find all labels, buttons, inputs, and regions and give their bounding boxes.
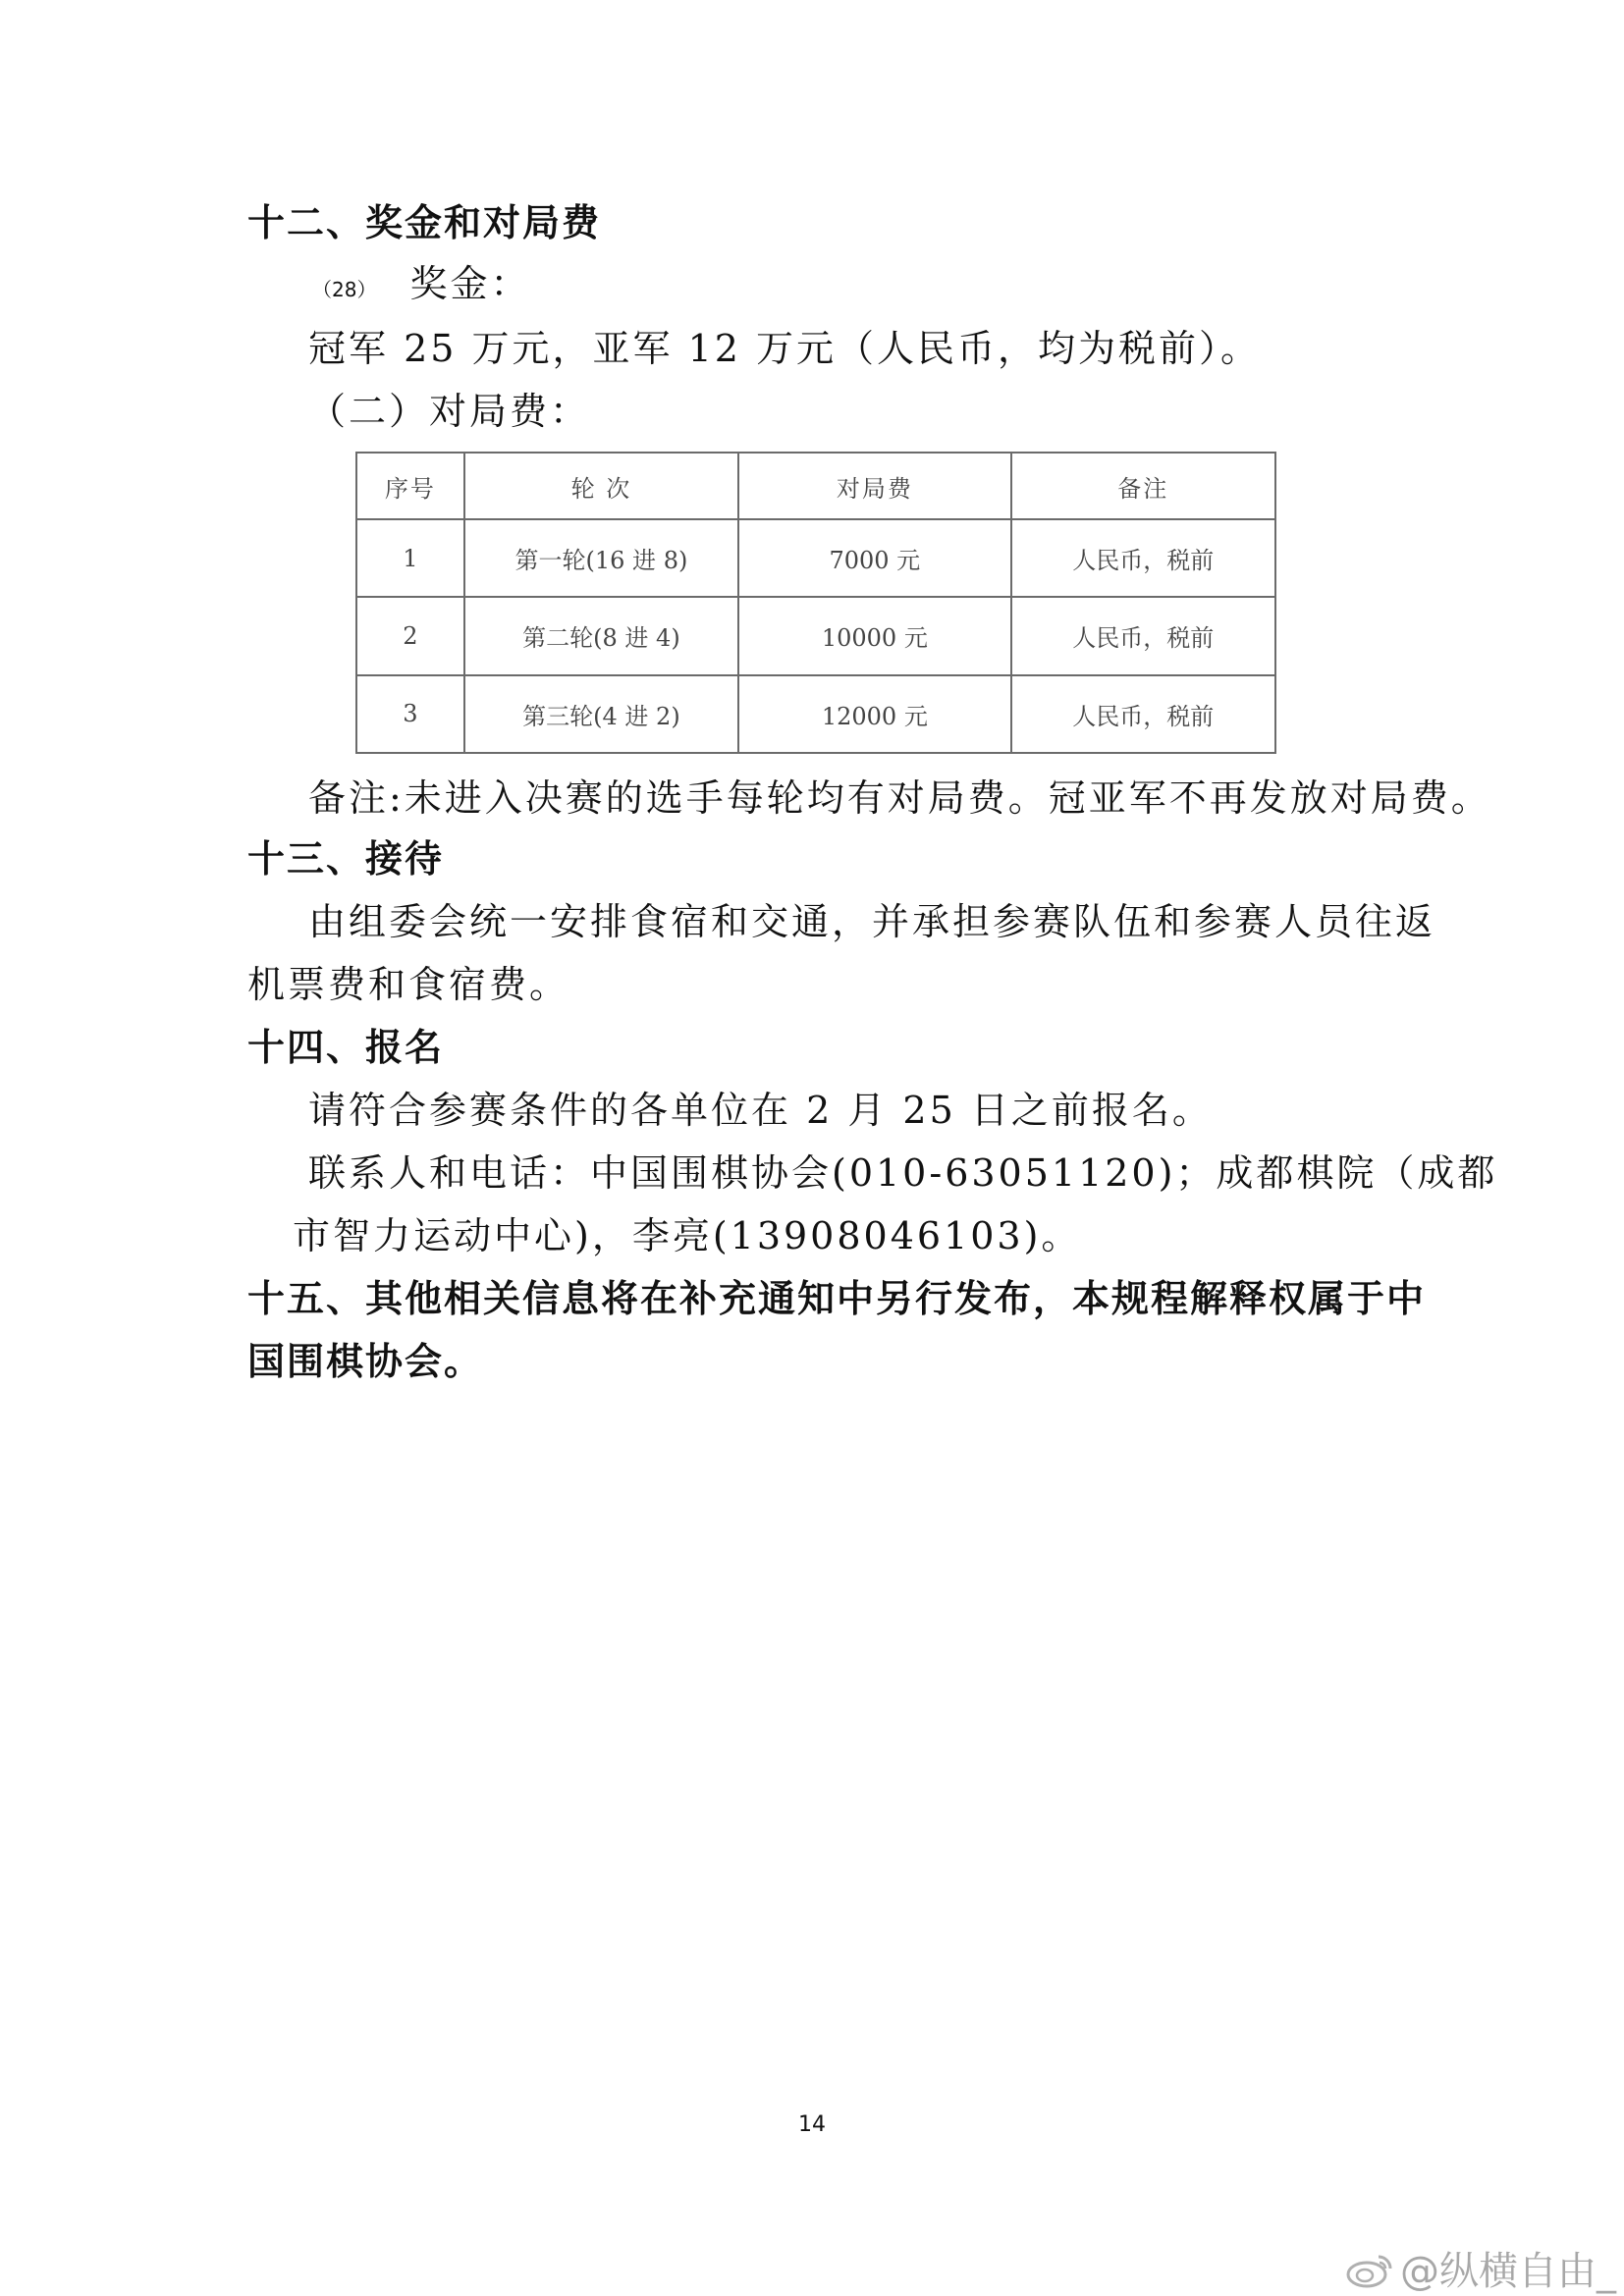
table-cell: 12000 元 xyxy=(738,675,1010,753)
header-cell-index: 序号 xyxy=(356,453,464,519)
section-15-line-1: 十五、其他相关信息将在补充通知中另行发布，本规程解释权属于中 xyxy=(247,1277,1427,1320)
page-number: 14 xyxy=(798,2112,826,2137)
table-header-row xyxy=(356,453,1275,519)
watermark xyxy=(1345,2240,1616,2296)
header-cell-round: 轮 次 xyxy=(464,453,738,519)
table-cell: 第二轮(8 进 4) xyxy=(464,597,738,674)
prize-label-number: （28） xyxy=(312,278,377,301)
table-cell: 第三轮(4 进 2) xyxy=(464,675,738,753)
section-14-line-2: 联系人和电话：中国围棋协会(010-63051120)；成都棋院（成都 xyxy=(308,1151,1498,1195)
table-row xyxy=(356,519,1275,597)
watermark-text: @纵横自由_ xyxy=(1400,2249,1616,2294)
prize-text: 冠军 25 万元，亚军 12 万元（人民币，均为税前）。 xyxy=(308,327,1262,370)
table-cell: 人民币，税前 xyxy=(1011,675,1275,753)
table-row xyxy=(356,597,1275,674)
section-14-line-3: 市智力运动中心)，李亮(13908046103)。 xyxy=(293,1214,1082,1257)
section-13-line-1: 由组委会统一安排食宿和交通，并承担参赛队伍和参赛人员往返 xyxy=(308,900,1436,943)
table-cell: 第一轮(16 进 8) xyxy=(464,519,738,597)
table-cell: 2 xyxy=(356,597,464,674)
table-cell: 人民币，税前 xyxy=(1011,597,1275,674)
table-cell: 1 xyxy=(356,519,464,597)
table-cell: 人民币，税前 xyxy=(1011,519,1275,597)
match-fee-table xyxy=(355,452,1276,754)
table-row xyxy=(356,675,1275,753)
table-cell: 10000 元 xyxy=(738,597,1010,674)
table-cell: 7000 元 xyxy=(738,519,1010,597)
table-cell: 3 xyxy=(356,675,464,753)
section-13-line-2: 机票费和食宿费。 xyxy=(247,963,570,1006)
section-14-title: 十四、报名 xyxy=(247,1026,445,1069)
table-note: 备注:未进入决赛的选手每轮均有对局费。冠亚军不再发放对局费。 xyxy=(308,776,1491,820)
weibo-logo-icon xyxy=(1345,2251,1396,2288)
section-13-title: 十三、接待 xyxy=(247,837,445,881)
header-cell-fee: 对局费 xyxy=(738,453,1010,519)
section-15-line-2: 国围棋协会。 xyxy=(247,1340,484,1383)
fee-label: （二）对局费： xyxy=(308,390,591,433)
section-14-line-1: 请符合参赛条件的各单位在 2 月 25 日之前报名。 xyxy=(308,1089,1213,1132)
section-12-title: 十二、奖金和对局费 xyxy=(247,201,602,244)
header-cell-note: 备注 xyxy=(1011,453,1275,519)
prize-label: 奖金： xyxy=(409,262,531,305)
prize-label-line xyxy=(312,262,531,305)
